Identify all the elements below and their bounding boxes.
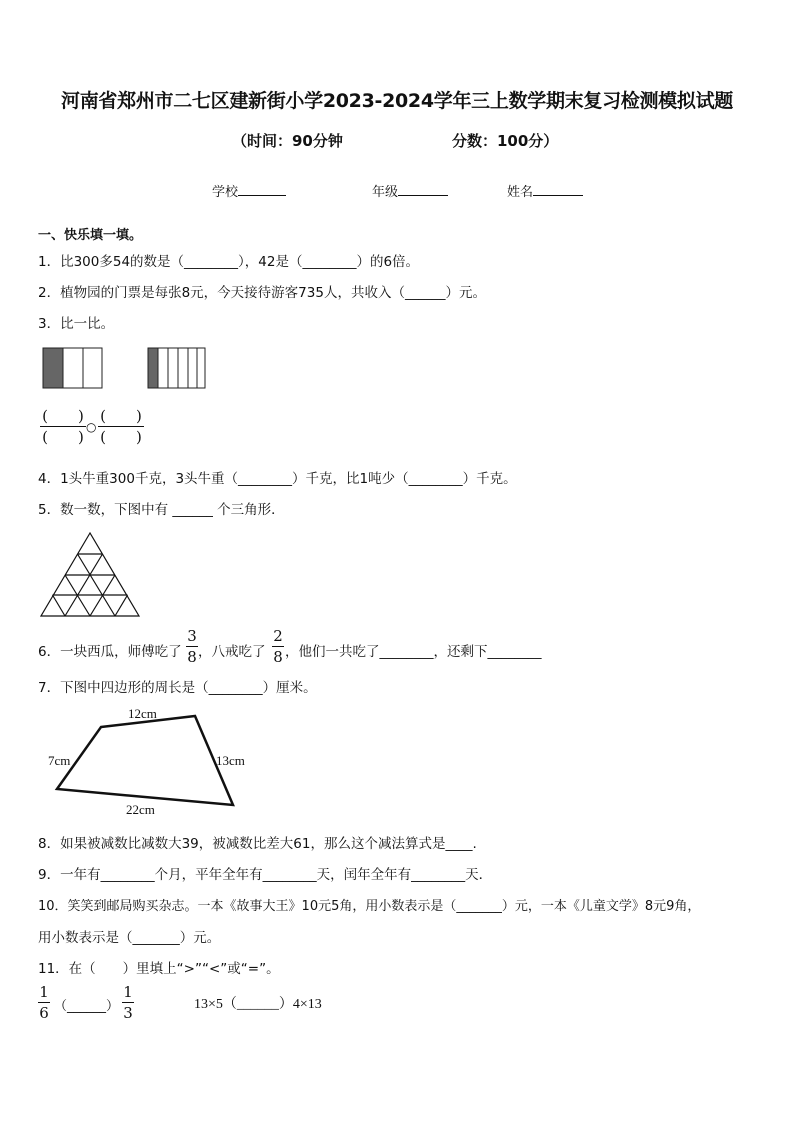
q3-right-denominator: ( )	[100, 428, 142, 446]
q3-blank-fraction-left[interactable]	[40, 407, 86, 446]
q6-frac2-denominator: 8	[273, 648, 283, 666]
q3-compare-circle[interactable]: ○	[86, 420, 97, 434]
q11-fraction-one-sixth	[38, 983, 50, 1022]
q11-a-denominator: 6	[39, 1004, 49, 1022]
question-1: 1．比300多54的数是（________），42是（________）的6倍。	[38, 254, 420, 270]
name-label: 姓名	[507, 185, 534, 200]
q3-blank-fraction-right[interactable]	[98, 407, 144, 446]
label-right-13cm: 13cm	[216, 753, 245, 768]
q11-blank-2-expression[interactable]: 13×5（______）4×13	[194, 997, 322, 1012]
question-7: 7．下图中四边形的周长是（________）厘米。	[38, 680, 317, 696]
question-10-line-2: 用小数表示是（_______）元。	[38, 930, 221, 946]
q3-right-numerator: ( )	[100, 407, 142, 425]
school-label: 学校	[212, 185, 239, 200]
q11-fraction-one-third	[122, 983, 134, 1022]
name-field[interactable]	[507, 181, 583, 200]
q6-fraction-1	[186, 627, 198, 666]
q6-fraction-2	[272, 627, 284, 666]
q11-blank-1[interactable]: （______）	[54, 999, 120, 1014]
label-left-7cm: 7cm	[48, 753, 71, 768]
triangle-figure	[40, 532, 142, 618]
question-8: 8．如果被减数比减数大39，被减数比差大61，那么这个减法算式是____.	[38, 836, 477, 852]
question-3: 3．比一比。	[38, 316, 115, 332]
q6-frac2-numerator: 2	[273, 627, 283, 645]
grade-field[interactable]	[372, 181, 448, 200]
exam-time: （时间：90分钟	[232, 132, 343, 150]
bar-thirds	[43, 348, 102, 388]
section-title: 一、快乐填一填。	[38, 228, 143, 243]
fraction-bars-figure	[42, 347, 212, 389]
q6-frac1-numerator: 3	[187, 627, 197, 645]
q11-b-denominator: 3	[123, 1004, 133, 1022]
question-6-part-c: ，他们一共吃了________，还剩下________	[285, 644, 542, 660]
q3-left-denominator: ( )	[42, 428, 84, 446]
page-title: 河南省郑州市二七区建新街小学2023-2024学年三上数学期末复习检测模拟试题	[61, 90, 733, 112]
question-10-line-1: 10．笑笑到邮局购买杂志。一本《故事大王》10元5角，用小数表示是（_______）元，一本《儿童文学》8元9角，	[38, 899, 701, 914]
school-field[interactable]	[212, 181, 286, 200]
question-5: 5．数一数，下图中有 ______ 个三角形．	[38, 502, 285, 518]
q11-a-numerator: 1	[39, 983, 49, 1001]
bar-sixths	[148, 348, 205, 388]
question-9: 9．一年有________个月，平年全年有________天，闰年全年有________天．	[38, 867, 493, 883]
question-6-part-a: 6．一块西瓜，师傅吃了	[38, 644, 182, 660]
q11-b-numerator: 1	[123, 983, 133, 1001]
label-top-12cm: 12cm	[128, 706, 157, 721]
question-4: 4．1头牛重300千克，3头牛重（________）千克，比1吨少（________）千克。	[38, 471, 517, 487]
exam-score: 分数：100分）	[452, 132, 559, 150]
question-11: 11．在（ ）里填上“>”“<”或“=”。	[38, 961, 280, 977]
question-2: 2．植物园的门票是每张8元，今天接待游客735人，共收入（______）元。	[38, 285, 486, 301]
grade-label: 年级	[372, 185, 399, 200]
question-6-part-b: ，八戒吃了	[198, 644, 266, 660]
label-bottom-22cm: 22cm	[126, 802, 155, 817]
q3-left-numerator: ( )	[42, 407, 84, 425]
q6-frac1-denominator: 8	[187, 648, 197, 666]
